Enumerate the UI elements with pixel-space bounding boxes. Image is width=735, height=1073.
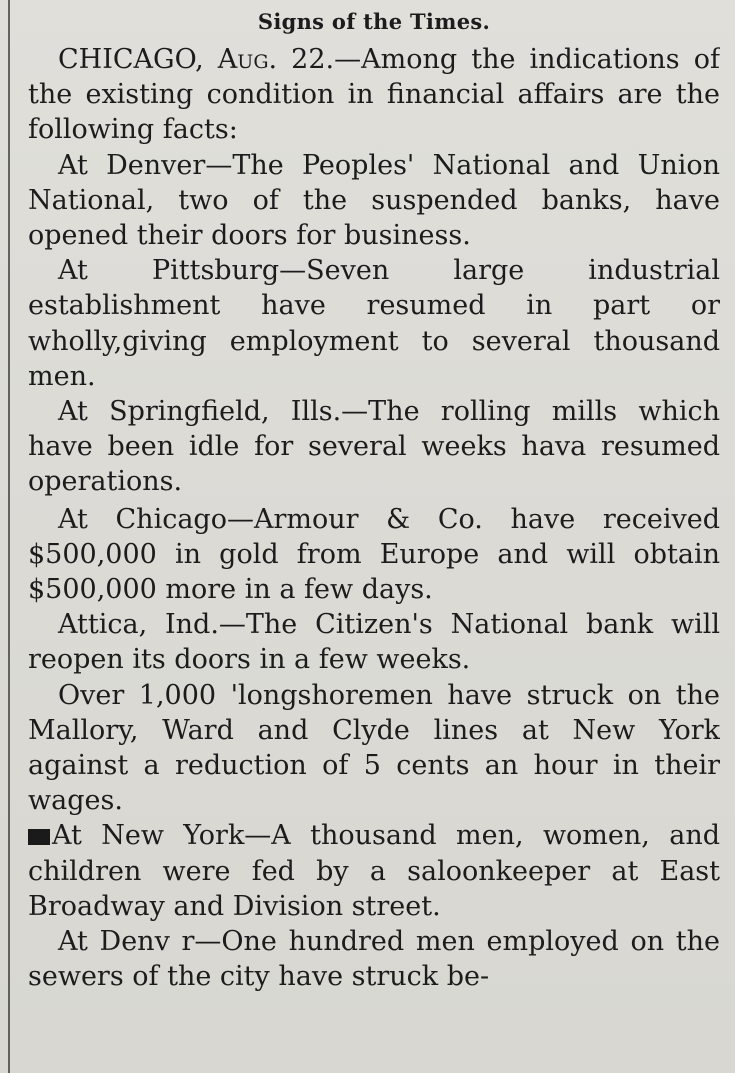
- paragraph-springfield: At Springfield, Ills.—The rolling mills which have been idle for several weeks hava resumed operations.: [28, 396, 720, 498]
- paragraph-longshoremen: Over 1,000 'longshoremen have struck on the Mallory, Ward and Clyde lines at New York against a reduction of 5 cents an hour in their wages.: [28, 679, 720, 817]
- paragraph-chicago: At Chicago—Armour & Co. have received $500,000 in gold from Europe and will obtain $500,000 more in a few days.: [28, 503, 720, 606]
- article-headline: Signs of the Times.: [257, 9, 491, 34]
- column-rule: [8, 0, 10, 1073]
- paragraph-denver-sewers: At Denv r—One hundred men employed on the sewers of the city have struck be-: [28, 926, 720, 993]
- paragraph-marker-icon: [28, 829, 50, 845]
- paragraph-new-york: [28, 818, 720, 924]
- dateline: CHICAGO, Aug. 22.: [58, 44, 335, 75]
- paragraph-attica: Attica, Ind.—The Citizen's National bank will reopen its doors in a few weeks.: [28, 609, 720, 676]
- article-column: [28, 4, 720, 1069]
- lead-paragraph: [28, 42, 720, 148]
- lead-text: —Among the indications of the existing condition in financial affairs are the following facts:: [28, 44, 720, 146]
- paragraph-pittsburg: At Pittsburg—Seven large industrial establishment have resumed in part or wholly,giving employment to several thousand men.: [28, 255, 720, 392]
- paragraph-denver: At Denver—The Peoples' National and Union National, two of the suspended banks, have opened their doors for business.: [28, 149, 720, 252]
- paragraph-new-york-text: At New York—A thousand men, women, and children were fed by a saloonkeeper at East Broadway and Division street.: [28, 820, 720, 922]
